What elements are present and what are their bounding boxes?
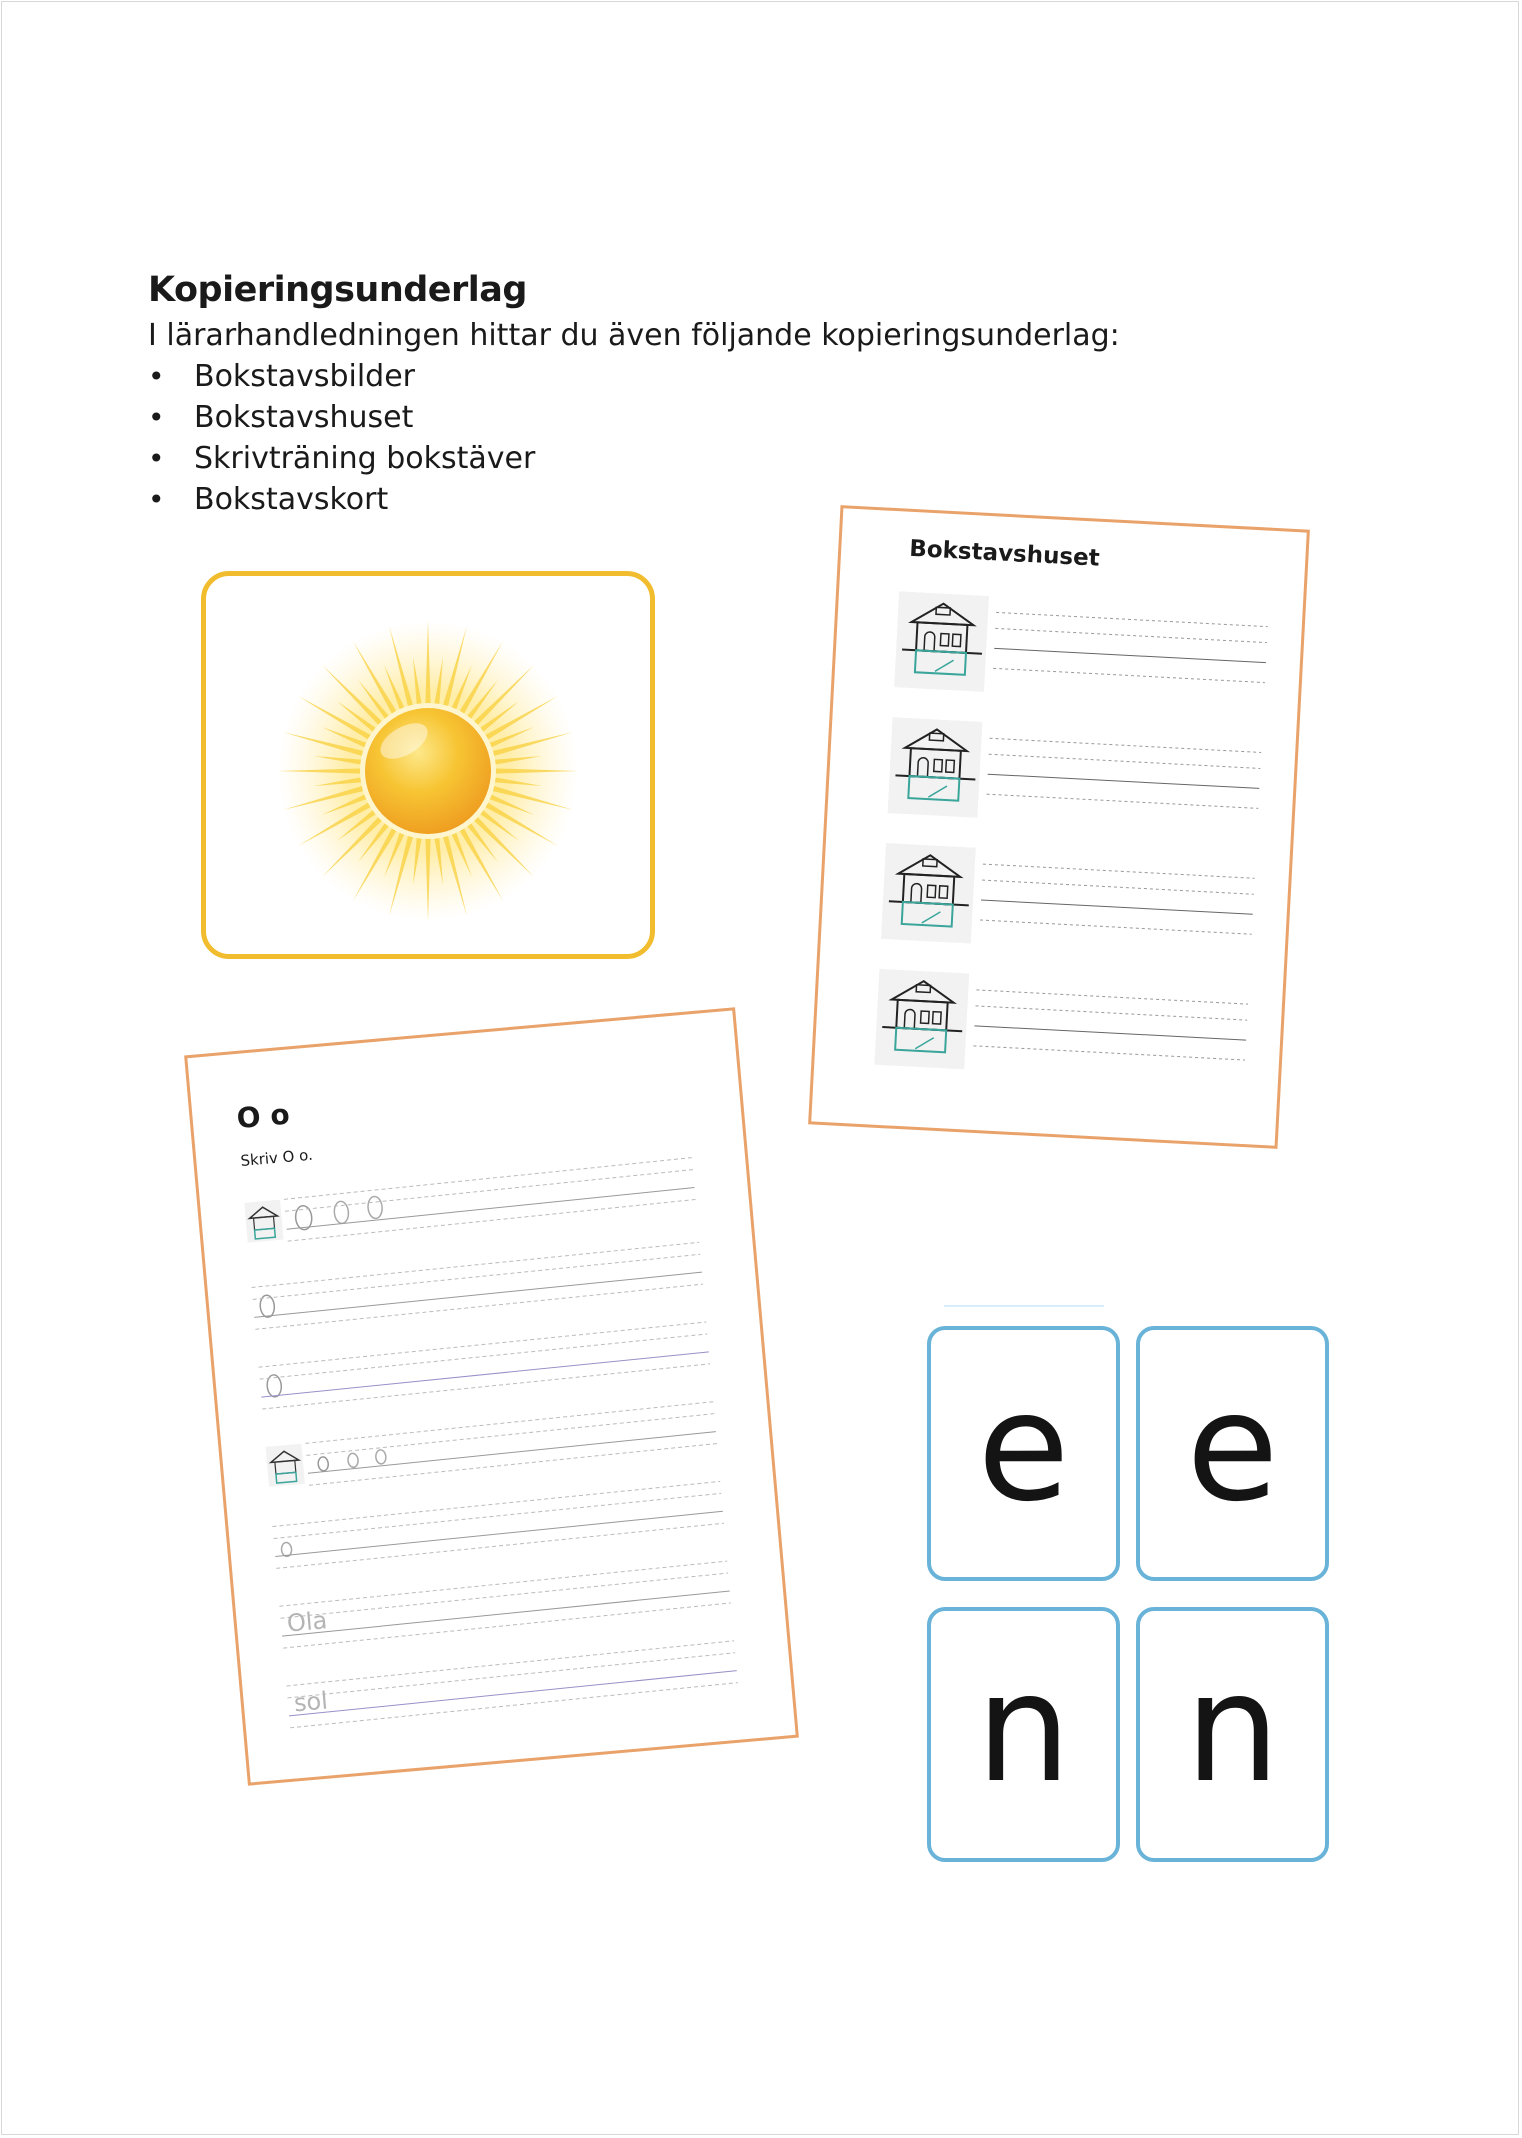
practice-row xyxy=(250,1234,704,1333)
list-item: • Bokstavshuset xyxy=(148,397,535,438)
practice-lines xyxy=(285,1633,739,1732)
practice-row xyxy=(271,1473,725,1572)
page-heading: Kopieringsunderlag xyxy=(148,270,527,310)
card-letter: n xyxy=(1184,1641,1281,1816)
practice-row xyxy=(257,1314,711,1413)
letter-card xyxy=(1136,1607,1329,1862)
letter-picture-card xyxy=(201,571,655,959)
practice-row xyxy=(278,1553,732,1652)
writing-practice-sheet xyxy=(184,1007,799,1785)
house-row xyxy=(881,843,1266,963)
letter-card xyxy=(1136,1326,1329,1581)
letter-card xyxy=(927,1326,1120,1581)
practice-word: sol xyxy=(292,1686,329,1718)
practice-word: Ola xyxy=(285,1606,329,1638)
house-icon xyxy=(881,843,1266,963)
practice-lines xyxy=(257,1314,711,1413)
sheet-title: Bokstavshuset xyxy=(908,535,1101,572)
sheet-instruction: Skriv O o. xyxy=(239,1145,314,1170)
house-icon xyxy=(874,969,1259,1089)
house-row xyxy=(887,717,1272,837)
house-row xyxy=(894,591,1279,711)
handout-list xyxy=(148,356,535,520)
list-item: • Skrivträning bokstäver xyxy=(148,438,535,479)
sun-icon xyxy=(206,576,650,954)
practice-row xyxy=(243,1150,697,1249)
divider xyxy=(944,1305,1104,1307)
bokstavshuset-sheet xyxy=(808,505,1310,1149)
list-item: • Bokstavsbilder xyxy=(148,356,535,397)
practice-lines xyxy=(243,1150,697,1249)
practice-lines xyxy=(271,1473,725,1572)
card-letter: n xyxy=(975,1641,1072,1816)
practice-lines xyxy=(278,1553,732,1652)
house-icon xyxy=(894,591,1279,711)
card-letter: e xyxy=(977,1360,1070,1535)
house-row xyxy=(874,969,1259,1089)
sheet-title: O o xyxy=(235,1097,291,1136)
intro-text: I lärarhandledningen hittar du även följande kopieringsunderlag: xyxy=(148,318,1120,353)
practice-lines xyxy=(250,1234,704,1333)
list-item: • Bokstavskort xyxy=(148,479,535,520)
practice-row xyxy=(264,1394,718,1493)
practice-row xyxy=(285,1633,739,1732)
practice-lines xyxy=(264,1394,718,1493)
card-letter: e xyxy=(1186,1360,1279,1535)
house-icon xyxy=(887,717,1272,837)
letter-card xyxy=(927,1607,1120,1862)
